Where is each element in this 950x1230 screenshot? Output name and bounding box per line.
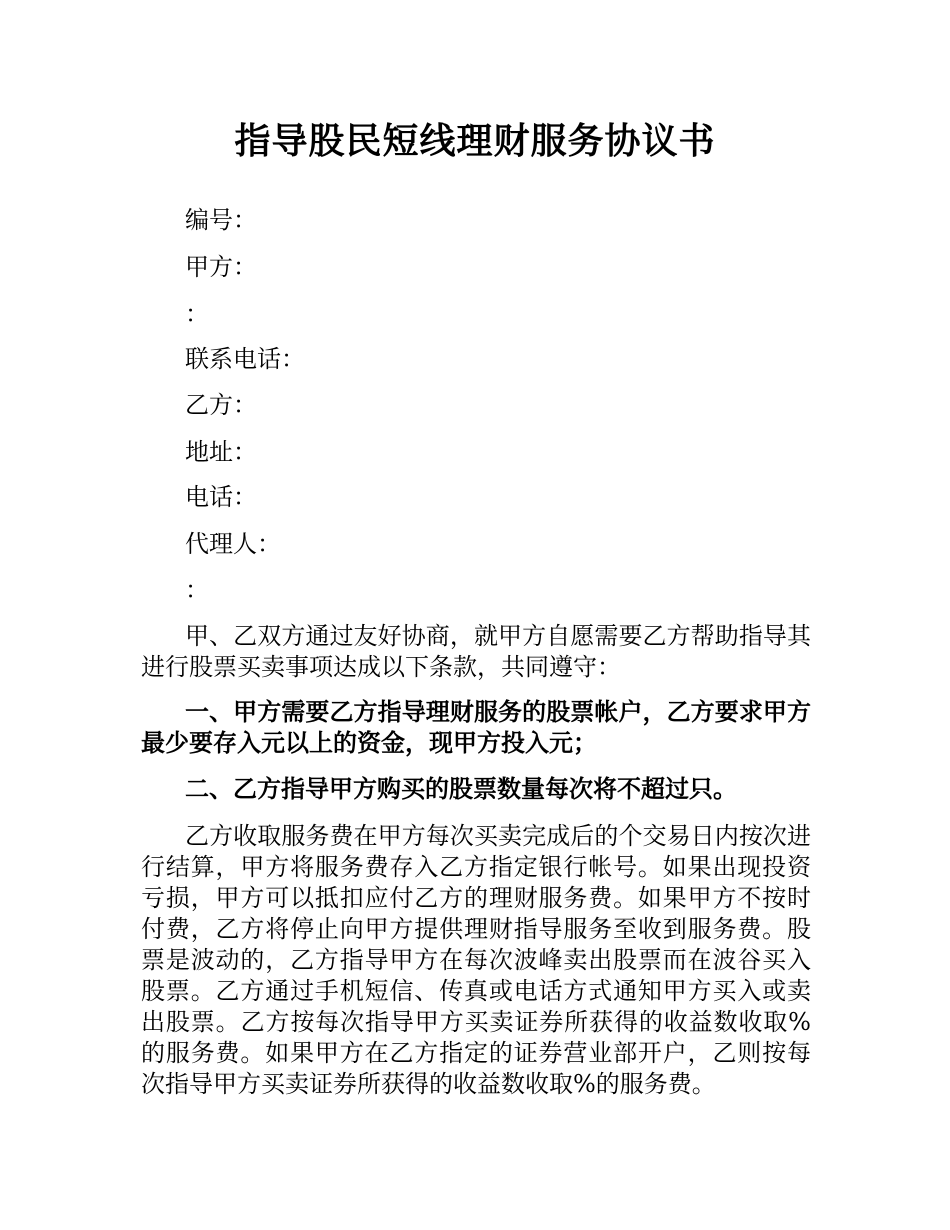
clause-one: 一、甲方需要乙方指导理财服务的股票帐户，乙方要求甲方最少要存入元以上的资金，现甲方投入元； bbox=[141, 698, 811, 757]
field-phone: 电话： bbox=[185, 483, 257, 511]
intro-paragraph: 甲、乙双方通过友好协商，就甲方自愿需要乙方帮助指导其进行股票买卖事项达成以下条款，共同遵守： bbox=[141, 622, 811, 681]
field-serial-number: 编号： bbox=[185, 206, 257, 234]
field-party-a-blank: ： bbox=[185, 300, 209, 328]
service-fee-paragraph: 乙方收取服务费在甲方每次买卖完成后的个交易日内按次进行结算，甲方将服务费存入乙方指定银行帐号。如果出现投资亏损，甲方可以抵扣应付乙方的理财服务费。如果甲方不按时付费，乙方将停止向甲方提供理财指导服务至收到服务费。股票是波动的，乙方指导甲方在每次波峰卖出股票而在波谷买入股票。乙方通过手机短信、传真或电话方式通知甲方买入或卖出股票。乙方按每次指导甲方买卖证券所获得的收益数收取%的服务费。如果甲方在乙方指定的证券营业部开户，乙则按每次指导甲方买卖证券所获得的收益数收取%的服务费。 bbox=[141, 822, 811, 1098]
clause-two: 二、乙方指导甲方购买的股票数量每次将不超过只。 bbox=[185, 775, 737, 803]
field-party-a: 甲方： bbox=[185, 253, 257, 281]
field-agent: 代理人： bbox=[185, 530, 281, 558]
field-party-b: 乙方： bbox=[185, 391, 257, 419]
field-address: 地址： bbox=[185, 438, 257, 466]
field-contact-phone: 联系电话： bbox=[185, 345, 305, 373]
document-title: 指导股民短线理财服务协议书 bbox=[234, 121, 716, 162]
field-agent-blank: ： bbox=[185, 576, 209, 604]
